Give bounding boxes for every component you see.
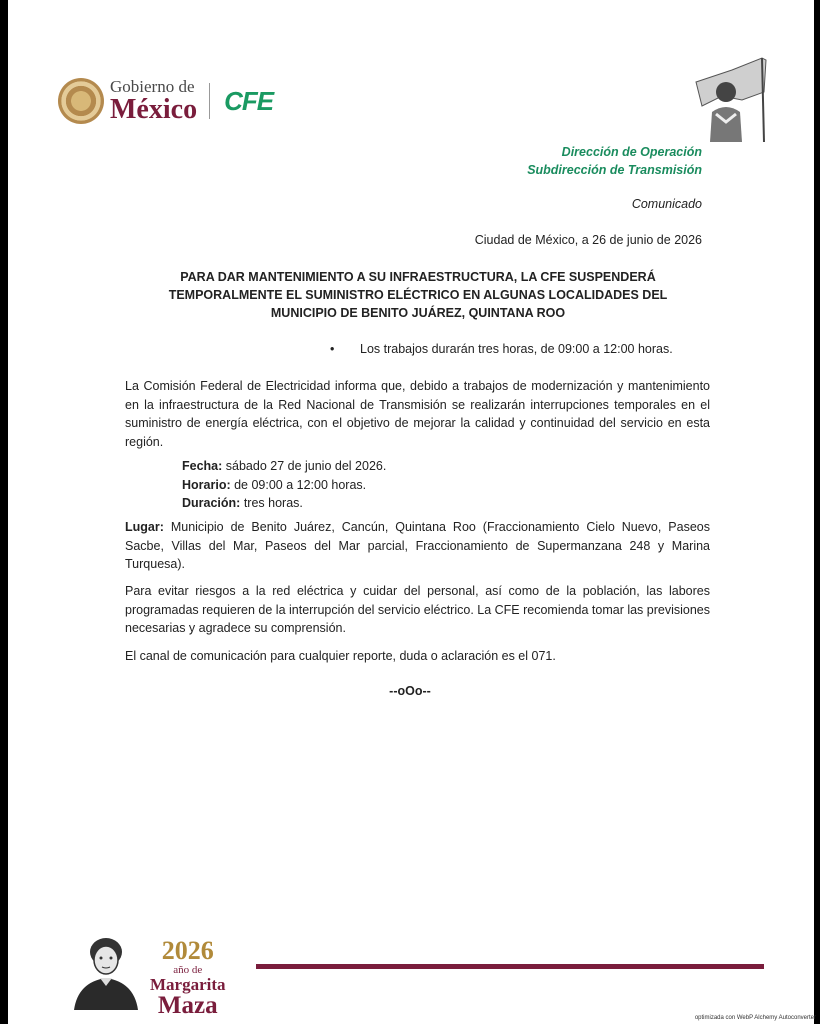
- national-seal-icon: [58, 78, 104, 124]
- year-number: 2026: [161, 936, 214, 965]
- document-page: [8, 0, 814, 1024]
- cfe-logo: CFE: [224, 85, 274, 116]
- paragraph-contact: El canal de comunicación para cualquier reporte, duda o aclaración es el 071.: [125, 649, 556, 663]
- detail-duracion: [182, 494, 386, 513]
- schedule-details: [182, 457, 386, 513]
- headline-line-3: MUNICIPIO DE BENITO JUÁREZ, QUINTANA ROO: [270, 306, 566, 320]
- direction-label: Dirección de Operación: [561, 145, 702, 159]
- year-name-first: Margarita: [150, 975, 226, 994]
- lugar-label: Lugar:: [125, 520, 164, 534]
- detail-horario-value: de 09:00 a 12:00 horas.: [230, 477, 367, 492]
- header-logos: [58, 76, 273, 126]
- year-of-margarita-maza-logo: [150, 938, 226, 1018]
- date-line: Ciudad de México, a 26 de junio de 2026: [474, 233, 702, 247]
- detail-duracion-value: tres horas.: [240, 496, 303, 510]
- closing-mark: --oOo--: [389, 684, 431, 698]
- year-name-last: Maza: [157, 992, 218, 1019]
- detail-fecha-label: Fecha:: [182, 459, 223, 473]
- bullet-icon: •: [330, 342, 335, 356]
- paragraph-precautions: Para evitar riesgos a la red eléctrica y cuidar del personal, así como de la población, las labores programadas requieren de la interrupción del servicio eléctrico. La CFE recomienda tomar las previsiones necesarias y agradece su comprensión.: [125, 584, 711, 635]
- gobierno-logo-line1: Gobierno de: [110, 77, 195, 96]
- headline: [128, 268, 708, 322]
- bullet-item: [330, 342, 673, 356]
- headline-line-2: TEMPORALMENTE EL SUMINISTRO ELÉCTRICO EN ALGUNAS LOCALIDADES DEL: [168, 288, 668, 302]
- flag-woman-illustration-icon: [682, 52, 770, 142]
- gobierno-logo-line2: México: [110, 94, 198, 125]
- subdirection-label: Subdirección de Transmisión: [527, 163, 702, 177]
- bullet-text: Los trabajos durarán tres horas, de 09:00 a 12:00 horas.: [360, 342, 673, 356]
- year-ano-de: año de: [173, 964, 203, 976]
- headline-line-1: PARA DAR MANTENIMIENTO A SU INFRAESTRUCTURA, LA CFE SUSPENDERÁ: [180, 270, 656, 284]
- converter-watermark: optimizada con WebP Alchemy Autoconverter: [694, 1015, 816, 1021]
- detail-horario-label: Horario:: [182, 477, 231, 492]
- lugar-value: Municipio de Benito Juárez, Cancún, Quintana Roo (Fraccionamiento Cielo Nuevo, Paseos Sacbe, Villas del Mar, Paseos del Mar parcial, Fraccionamiento de Supermanzana 248 y Marina Turquesa).: [125, 520, 710, 571]
- issuer-block: [527, 143, 702, 179]
- document-type: Comunicado: [631, 197, 702, 211]
- margarita-maza-portrait-icon: [66, 930, 146, 1010]
- paragraph-intro: La Comisión Federal de Electricidad informa que, debido a trabajos de modernización y mantenimiento en la infraestructura de la Red Nacional de Transmisión se realizarán interrupciones temporales en el suministro de energía eléctrica, con el objetivo de mejorar la calidad y continuidad del servicio en esta región.: [125, 379, 710, 449]
- detail-fecha-value: sábado 27 de junio del 2026.: [222, 459, 387, 473]
- detail-fecha: [182, 457, 386, 476]
- detail-horario: [182, 476, 386, 495]
- gobierno-logo: [110, 78, 197, 124]
- footer-rule: [256, 964, 764, 969]
- logo-divider: [209, 83, 210, 119]
- paragraph-lugar: [125, 518, 710, 574]
- detail-duracion-label: Duración:: [182, 496, 241, 510]
